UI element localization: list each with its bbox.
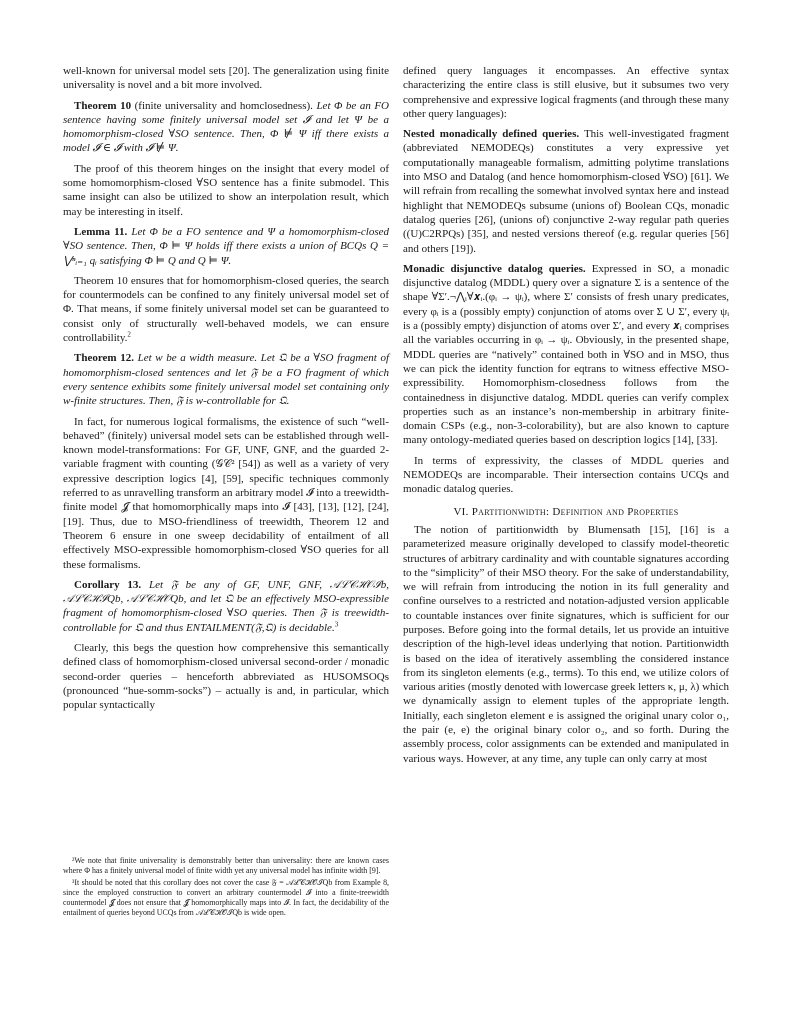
paragraph-text: Theorem 10 ensures that for homomorphism-closed queries, the search for countermodels can be confined to any finitely universal model set of Φ. That means, if some finitely universal model set can be guaranteed to consist only of structurally well-behaved models, we can ensure controllability. [63, 274, 389, 345]
paragraph-heading: Monadic disjunctive datalog queries. [403, 262, 586, 275]
footnotes [63, 856, 389, 920]
paragraph: defined query languages it encompasses. An effective syntax characterizing the entire class is still elusive, but it subsumes two very comprehensive and expressive logical fragments (and through these many other query languages): [403, 65, 729, 120]
footnote-marker: 2 [127, 330, 131, 339]
paragraph: In terms of expressivity, the classes of MDDL queries and NEMODEQs are incomparable. Their intersection contains UCQs and monadic datalog queries. [403, 454, 729, 496]
paragraph-heading: Nested monadically defined queries. [403, 128, 580, 141]
lemma-11 [63, 225, 389, 268]
left-column [63, 64, 389, 718]
paragraph-text: This well-investigated fragment (abbreviated NEMODEQs) constitutes a very expressive yet computationally manageable formalism, admitting polytime translations into MSO and Datalog (and hence homomorphism-closed ∀SO) [61]. We will refrain from recalling the somewhat involved syntax here and instead highlight that NEMODEQs subsume (unions of) Boolean CQs, monadic datalog queries [26], (unions of) conjunctive 2-way regular path queries ((U)C2RPQs) [35], and nested versions thereof (e.g. regular queries [56] and others [19]). [403, 128, 729, 255]
section-heading: VI. Partitionwidth: Definition and Properties [453, 505, 679, 518]
paragraph: In fact, for numerous logical formalisms, the existence of such “well-behaved” (finitely) universal model sets can be established through well-known model-transformations: For GF, UNF, GNF, and the guarded 2-variable fragment with counting (𝒢𝒞² [54]) as well as a variety of very expressive description logics [4], [59], specific techniques commonly referred to as unravelling transform an arbitrary model 𝓘 into a treewidth-finite model 𝓙 that homomorphically maps into 𝓘 [43], [13], [12], [24], [19]. Thus, due to MSO-friendliness of treewidth, Theorem 12 and Theorem 6 ensure in one sweep decidability of entailment of all effectively MSO-expressible homomorphism-closed ∀SO queries for all these formalisms. [63, 415, 390, 571]
corollary-13 [63, 578, 389, 635]
theorem-title: (finite universality and homclosedness). [134, 99, 313, 112]
footnote-marker: 3 [334, 620, 339, 629]
lemma-label: Lemma 11. [74, 225, 128, 238]
mddl-paragraph [403, 262, 729, 448]
paragraph: The proof of this theorem hinges on the insight that every model of some homomorphism-closed ∀SO sentence has a finite submodel. This same insight can also be utilized to show an interpolation result, which may be interesting in itself. [63, 162, 389, 218]
footnote-3: ³It should be noted that this corollary does not cover the case 𝔉 = 𝒜ℒ𝒞ℋ𝒪ℐQb from Example 8, since the employed construction to convert an arbitrary countermodel 𝓘 into a finite-treewidth countermodel 𝓙 does not ensure that 𝓙 homomorphically maps into 𝓘. In fact, the decidability of the entailment of queries beyond UCQs from 𝒜ℒ𝒞ℋ𝒪ℐQb is wide open. [63, 878, 389, 917]
corollary-body: Let 𝔉 be any of GF, UNF, GNF, 𝒜ℒ𝒞ℋ𝒪ℐb, 𝒜ℒ𝒞ℋℐQb, 𝒜ℒ𝒞ℋ𝒪Qb, and let 𝔔 be an effectively MSO-expressible fragment of homomorphism-closed ∀SO queries. Then 𝔉 is treewidth-controllable for 𝔔 and thus ENTAILMENT(𝔉,𝔔) is decidable. [63, 578, 390, 634]
footnote-2: ²We note that finite universality is demonstrably better than universality: there are known cases where Φ has a finitely universal model of finite width yet any universal model has infinite width [9]. [63, 856, 389, 875]
corollary-label: Corollary 13. [74, 578, 142, 591]
nemodeq-paragraph [403, 127, 729, 256]
lemma-body: Let Φ be a FO sentence and Ψ a homomorphism-closed ∀SO sentence. Then, Φ ⊨ Ψ holds iff there exists a union of BCQs Q = ⋁ⁿᵢ₌₁ qᵢ satisfying Φ ⊨ Q and Q ⊨ Ψ. [63, 225, 389, 267]
theorem-label: Theorem 10 [74, 99, 132, 112]
theorem-label: Theorem 12. [74, 352, 134, 365]
paragraph-text: Expressed in SO, a monadic disjunctive datalog (MDDL) query over a signature Σ is a sentence of the shape ∀Σ′.¬⋀ᵢ∀𝒙ᵢ.(φᵢ → ψᵢ), where Σ′ consists of fresh unary predicates, every φᵢ is a (possibly empty) conjunction of atoms over Σ ∪ Σ′, every ψᵢ is a (possibly empty) disjunction of atoms over Σ′, and every 𝒙ᵢ comprises all the variables occurring in φᵢ → ψᵢ. Obviously, in the presented shape, MDDL queries are “natively” contained both in ∀SO and in MSO, thus we can pick the identity function for eqtrans to witness effective MSO-expressibility. Homomorphism-closedness follows from the containedness in disjunctive datalog. MDDL queries can verify complex properties such as an instance’s non-membership in arbitrary finite-domain CSPs (e.g., non-3-colorability), but are also known to capture many ontology-mediated queries based on description logics [14], [33]. [403, 262, 729, 447]
theorem-body: Let Φ be an FO sentence having some finitely universal model set 𝓘 and let Ψ be a homomorphism-closed ∀SO sentence. Then, Φ ⊭ Ψ iff there exists a model 𝓘 ∈ 𝓘 with 𝓘 ⊭ Ψ. [63, 99, 390, 155]
paragraph: well-known for universal model sets [20]. The generalization using finite universality is novel and a bit more involved. [63, 65, 389, 92]
right-column [403, 64, 729, 772]
theorem-12 [63, 351, 389, 408]
theorem-10 [63, 99, 389, 156]
theorem-body: Let w be a width measure. Let 𝔔 be a ∀SO fragment of homomorphism-closed sentences and let 𝔉 be a FO fragment of which every sentence exhibits some finitely universal model set containing only w-finite structures. Then, 𝔉 is w-controllable for 𝔔. [63, 352, 389, 408]
paragraph: Clearly, this begs the question how comprehensive this semantically defined class of homomorphism-closed universal second-order / monadic second-order queries – henceforth abbreviated as HUSOMSOQs (pronounced “hue-somm-socks”) – actually is and, in particular, which popular syntactically [63, 641, 389, 712]
paragraph [63, 274, 389, 345]
paragraph: The notion of partitionwidth by Blumensath [15], [16] is a parameterized measure originally developed to classify model-theoretic structures of arbitrary cardinality and with countable signatures according to the “simplicity” of their MSO theory. For the sake of understandability, we will refrain from introducing the notion in its full generality and confine ourselves to a restricted and notation-adjusted version applicable to countable instances over finite signatures, which is sufficient for our purposes. Before going into the formal details, let us provide an intuitive description of the high-level ideas underlying that notion. Partitionwidth is based on the idea of iteratively assembling the considered instance from its singleton elements (e.g., terms). To this end, we utilize colors of various arities (mostly denoted with lowercase greek letters κ, μ, λ) which we dynamically assign to element tuples of the appropriate length. Initially, each singleton element e is assigned the original unary color o₁, the pair (e, e) the original binary color o₂, and so forth. During the assembly process, color assignments can be extended and manipulated in various ways. However, at any time, any tuple can only carry at most [403, 523, 729, 765]
